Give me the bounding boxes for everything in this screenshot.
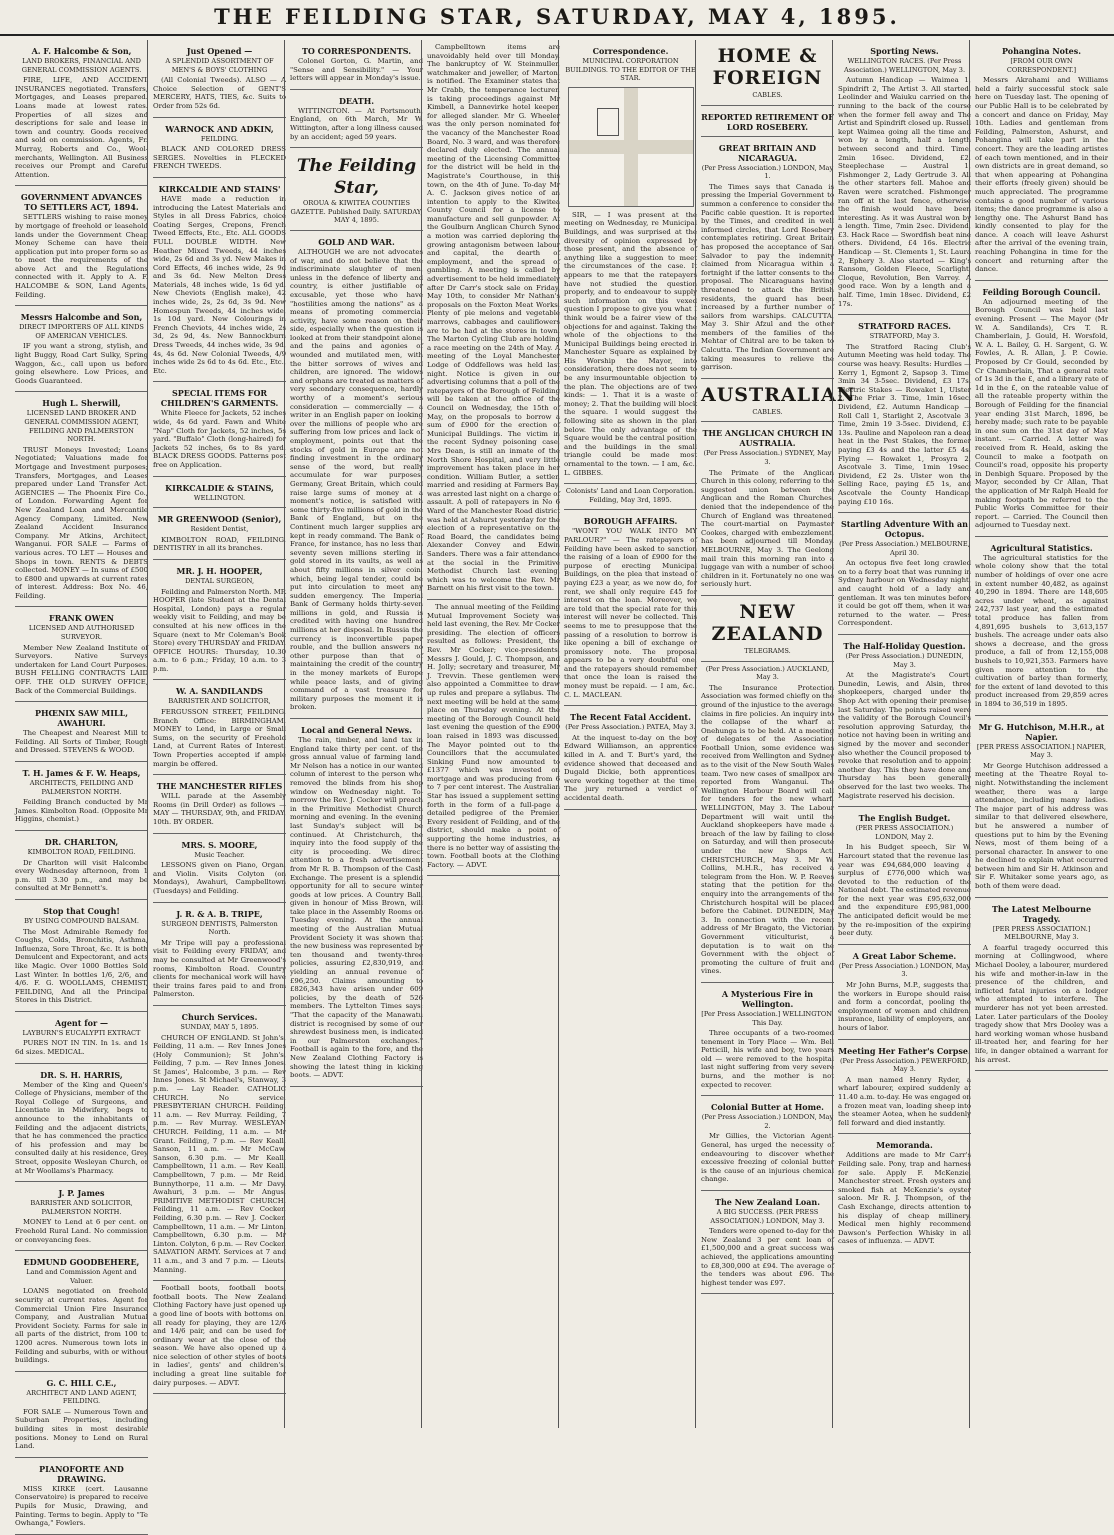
col6-article-heading: REPORTED RETIREMENT OF LORD ROSEBERY. <box>701 111 834 132</box>
col2-article <box>153 382 286 476</box>
col1-article-body: MONEY to Lend at 6 per cent. on Freehold Rural Land. No commission or conveyancing fees. <box>15 1218 148 1244</box>
col2-article <box>153 680 286 775</box>
col2-article-heading: MR. J. H. HOOPER, <box>176 565 263 576</box>
col6-article-subheading: CABLES. <box>752 91 783 99</box>
col1-article-heading: G. C. HILL C.E., <box>46 1377 117 1388</box>
col5-article-body: At the inquest to-day on the boy Edward Williamson, an apprentice killed in A. and T. Burt's yard, the evidence showed that deceased and Dugald Dickie, both apprentices, were working together at the time. The jury returned a verdict of accidental death. <box>564 733 697 802</box>
col8-article <box>975 40 1108 281</box>
col3-article-body: ALTHOUGH we are not advocates of war, and do not believe that the indiscriminate slaughter of men, unless in the defence of liberty and country, is either justifiable or excusable, yet those who have "hostilities among the nations" as a means of promoting commercial activity, have some reason on their side, especially when the question is looked at from their standpoint alone, and the pains and agonies of wounded and mutilated men, with the bitter sorrows of wives and children, are ignored. The widows and orphans are treated as matters of very secondary consequence, hardly worthy of a moment's serious consideration — commercially — a writer in an English paper on looking over the millions of people who are suffering from low prices and lack of employment, points out that the stocks of gold in Europe are not finding investment in the ordinary sense of the word, but really accumulate for war purposes. Germany, Great Britain, which could raise large sums of money at a moment's notice, is satisfied with some thirty-five millions of gold in the Bank of England, but on the Continent much larger supplies are kept in ready command. The Bank of France, for instance, has no less than seventy seven millions sterling in gold stored in its vaults, as well as about fifty millions in silver coin, which, being legal tender, could be put into circulation to meet any sudden emergency. The Imperial Bank of Germany holds thirty-seven millions in gold, and Russia is credited with having one hundred millions at her disposal. In Russia the currency is inconvertible paper rouble, and the bullion answers no other purpose than that of maintaining the credit of the country in the money markets of Europe while peace lasts, and of giving command of a vast treasure for military purposes the moment it is broken. <box>290 247 423 712</box>
col1-article-body: Feilding Branch conducted by Mr James. Kimbolton Road. (Opposite Mr Higgins, chemist.) <box>15 798 148 824</box>
col1-article <box>15 40 148 186</box>
col8-article-heading: Feilding Borough Council. <box>982 286 1101 297</box>
col6-article-subheading: (Per Press Association.) SYDNEY, May 3. <box>703 449 832 467</box>
column-4 <box>421 40 565 1428</box>
col2-article <box>153 834 286 903</box>
col4-article <box>427 40 560 600</box>
col3-article <box>290 40 423 90</box>
col1-article <box>15 392 148 607</box>
col1-article-heading: DR. S. H. HARRIS, <box>40 1069 123 1080</box>
col2-article <box>153 560 286 681</box>
col6-article-heading: NEW ZEALAND <box>711 600 824 645</box>
col1-article-subheading: KIMBOLTON ROAD, FEILDING. <box>27 847 136 856</box>
column-5 <box>558 40 702 1428</box>
col8-article-body: A fearful tragedy occurred this morning at Collingwood, where Michael Dooley, a labourer, murdered his wife and mother-in-law in the presence of the children, and inflicted fatal injuries on a lodger who attempted to interfere. The murderer has not yet been arrested. Later. Later particulars of the Dooley tragedy show that Mrs Dooley was a hard working woman whose husband ill-treated her, and fearing for her life, in danger obtained a warrant for his arrest. <box>975 943 1108 1064</box>
column-7 <box>832 40 976 1428</box>
col2-article <box>153 903 286 1006</box>
col2-article-heading: J. R. & A. B. TRIPE, <box>176 908 263 919</box>
col5-article-body: "WONT YOU WALK INTO MY PARLOUR?" — The ratepayers of Feilding have been asked to sanction the raising of a loan of £900 for the purpose of erecting Municipal Buildings, on the plea that instead of paying £23 a year, as we now do, for rent, we shall only require £45 for interest on the loan. Moreover, we are told that the special rate for this interest will never be collected. This seems to me to presuppose that the passing of a resolution to borrow is like opening a bill of exchange or promissory note. The proposal appears to be a very doubtful one, and the ratepayers should remember that once the loan is raised the money must be repaid. — I am, &c., C. L. MACLEAN. <box>564 527 697 699</box>
col1-article <box>15 306 148 392</box>
site-plan-diagram <box>568 87 694 207</box>
columns <box>10 40 1108 1528</box>
col3-article-heading: The Feilding Star, <box>296 156 417 199</box>
col6-article <box>701 596 834 662</box>
col6-article-subheading: TELEGRAMS. <box>744 646 791 655</box>
col4-article-body: Campbelltown items are unavoidably held over till Monday. The bankruptcy of W. Steinmuller, watchmaker and jeweller, of Marton, is notified. The Examiner states that Mr Crabb, the temperance lecturer, is taking proceedings against Mr Kimbell, a Dannevirke hotel keeper, for alleged slander. Mr G. Wheeler was the only person nominated for the vacancy of the Manchester Road Board, No. 3 ward, and was therefore declared duly elected. The annual meeting of the Licensing Committee for the district will be held in the Magistrate's Courthouse, in this town, on the 4th of June. To-day Mr A. C. Jackson gives notice of an intention to apply to the Kiwitea County Council for a license to manufacture and sell gunpowder. At the Goulburn Anglican Church Synod a motion was carried deploring the growing antagonism between labour and capital, the dearth of employment, and the spread of gambling. A meeting is called by advertisement to be held immediately after Dr Carr's stock sale on Friday, May 10th, to consider Mr Nathan's proposals on the Foxton Meat Works. Plenty of pie melons and vegetable marrows, cabbages and cauliflowers are to be had at the stores in town. The Marton Cycling Club are holding a race meeting on the 24th of May. A meeting of the Loyal Manchester Lodge of Oddfellows was held last night. Notice is given in our advertising columns that a poll of the ratepayers of the Borough of Feilding will be taken at the office of the Council on Wednesday, the 15th of May, on the proposals to borrow a sum of £900 for the erection of Municipal Buildings. The victim in the recent Sydney poisoning case, Mrs Dean, is still an inmate of the North Shore Hospital, and very little improvement has taken place in her condition. William Butler, a settler, married and residing at Farmers Bay, was arrested last night on a charge of assault. A poll of ratepayers in No 6 Ward of the Manchester Road district was held at Ashurst yesterday for the election of a representative on the Road Board, the candidates being Alexander Convey and Edwin Sanders. There was a fair attendance at the social in the Primitive Methodist Church last evening, which was to welcome the Rev. Mr Barnett on his first visit to the town. <box>427 43 560 593</box>
col8-article <box>975 716 1108 898</box>
col2-article-subheading: Resident Dentist, <box>190 525 249 534</box>
col7-article-heading: Sporting News. <box>870 46 939 56</box>
col1-article <box>15 1064 148 1183</box>
col7-article-subheading: (Per Press Association.) MELBOURNE, April 30. <box>839 540 970 557</box>
col6-article-heading: HOME & FOREIGN <box>712 45 823 89</box>
col2-article-heading: KIRKCALDIE AND STAINS' <box>158 183 281 194</box>
col2-article-body: White Fleece for Jackets, 52 inches wide, 4s 6d yard. Fawn and White "Nap" Cloth for Jackets, 52 inches, 5s yard. "Buffalo" Cloth (long-haired) for Jackets 52 inches, 6s to 8s yard. BLACK DRESS GOODS. Patterns post free on Application. <box>153 409 286 469</box>
col2-article-heading: MRS. S. MOORE, <box>181 839 258 850</box>
masthead: THE FEILDING STAR, SATURDAY, MAY 4, 1895. <box>0 4 1114 36</box>
col7-article <box>838 513 971 635</box>
col2-article-heading: WARNOCK AND ADKIN, <box>165 123 274 134</box>
col7-article-subheading: STRATFORD, May 3. <box>869 332 940 341</box>
col5-article-subheading: MUNICIPAL CORPORATION BUILDINGS. TO THE EDITOR OF THE STAR. <box>565 57 696 83</box>
col1-article-body: The Cheapest and Nearest Mill to Feilding. All Sorts of Timber, Rough and Dressed. STEVENS & WOOD. <box>15 729 148 755</box>
col7-article-subheading: (PER PRESS ASSOCIATION.) LONDON, May 2. <box>855 824 954 841</box>
col1-article-heading: Hugh L. Sherwill, <box>42 398 121 409</box>
col6-article <box>701 983 834 1096</box>
col6-article-heading: THE ANGLICAN CHURCH IN AUSTRALIA. <box>702 428 833 449</box>
col7-article-body: Autumn Handicap — Waimea 1, Spindrift 2, The Artist 3. All started. Leolinder and Waiuku carried on the running to the back of the course when the former fell away and The Artist and Spindrift closed up. Russell kept Waimea going all the time and won by a length, half a length between second and third. Time, 2min 16sec. Dividend, £2. Steeplechase — Austral 1, Fishmonger 2, Lady Gertrude 3. All the other starters fell. Mahoe and Raven were scratched. Fishmonger ran off at the last fence, otherwise the finish would have been interesting. As it was Austral won by a length. Time, 7min 2sec. Dividend, £3. Hack Race — Swordfish beat nine others. Dividend, £4 16s. Electric Handicap — St. Clements 1, St. Laura 2, Ephery 3. Also started — King's Ransom, Golden Fleece, Scarlight, Cloque, Revolution, Ben Varrey. A good race. Won by a length and a half. Time, 1min 18sec. Dividend, £2 17s. <box>838 76 971 308</box>
col1-article <box>15 762 148 831</box>
col5-article-subheading: Colonists' Land and Loan Corporation. Feilding, May 3rd, 1895. <box>565 487 696 504</box>
col8-article-heading: The Latest Melbourne Tragedy. <box>991 903 1092 924</box>
col7-article-heading: Memoranda. <box>876 1140 933 1151</box>
col6-article <box>701 379 856 423</box>
col2-article-heading: Church Services. <box>181 1011 258 1022</box>
col6-article <box>701 1096 834 1191</box>
col4-article-body: The annual meeting of the Feilding Mutual Improvement Society was held last evening, the Rev. Mr Cocker presiding. The election of officers resulted as follows: President, the Rev. Mr Cocker; vice-presidents, Messrs J. Gould, J. C. Thompson, and H. Jolly; secretary and treasurer, Mr J. Trevvin. These gentlemen were also appointed a Committee to draw up rules and prepare a syllabus. The next meeting will be held at the same place on Thursday evening. At the meeting of the Borough Council held last evening the question of the £900 loan raised in 1893 was discussed. The Mayor pointed out to the Councillors that the accumulated Sinking Fund now amounted to £1377 which was invested on mortgage and was producing from 6 to 7 per cent interest. The Australian Star has issued a supplement setting forth in the form of a full-page a detailed pedigree of the Premier. Every resident of Feilding, and of the district, should make a point of supporting the home industries, as there is no better way of assisting the town. Football boots at the Clothing Factory. — ADVT. <box>427 603 560 869</box>
col6-article <box>701 40 834 106</box>
col6-article <box>701 422 834 596</box>
col2-article <box>153 1006 286 1281</box>
col1-article-subheading: BARRISTER AND SOLICITOR, PALMERSTON NORTH. <box>30 1199 133 1216</box>
col2-article-body: KIMBOLTON ROAD, FEILDING. DENTISTRY in all its branches. <box>153 535 286 553</box>
col1-article <box>15 1182 148 1251</box>
col2-article <box>153 1281 286 1394</box>
col6-article-heading: AUSTRALIAN <box>701 383 856 406</box>
col1-article <box>15 1458 148 1535</box>
col1-article-heading: A. F. Halcombe & Son, <box>31 46 132 56</box>
col8-article-subheading: [PER PRESS ASSOCIATION.] MELBOURNE, May 3. <box>992 924 1091 942</box>
col2-article <box>153 40 286 118</box>
col1-article-body: TRUST Moneys Invested; Loans Negotiated; Valuations made for Mortgage and Investment purposes; Transfers, Mortgages, and Leases prepared under Land Transfer Act. AGENCIES — The Phoenix Fire Co., of London. Forwarding Agent for New Zealand Loan and Mercantile Agency Company, Limited. New Zealand Accident Insurance Company. Mr Atkins, Architect, Wanganui. FOR SALE — Farms of various acres. TO LET — Houses and Shops in town. RENTS & DEBTS collected. MONEY — In sums of £500 to £800 and upwards at current rates of interest. Address: Box No. 46, Feilding. <box>15 445 148 600</box>
col5-article <box>564 510 697 706</box>
col1-article-subheading: Land and Commission Agent and Valuer. <box>26 1268 137 1285</box>
col3-article-subheading: OROUA & KIWITEA COUNTIES GAZETTE. Published Daily. SATURDAY, MAY 4, 1895. <box>290 199 423 225</box>
col1-article-subheading: ARCHITECT AND LAND AGENT, FEILDING. <box>26 1388 137 1406</box>
col1-article-heading: EDMUND GOODBEHERE, <box>23 1257 140 1268</box>
col5-article <box>564 484 697 510</box>
col7-article-heading: The Half-Holiday Question. <box>843 641 966 652</box>
col7-article-body: The Stratford Racing Club's Autumn Meeting was held today. The course was heavy. Results: Hurdles — Kerry 1, Egmont 2, Sapsop 3. Time, 3min 34 3-5sec. Dividend, £3 17s. Electric Stakes — Rowaket 1, Ulster 2, The Friar 3. Time, 1min 16sec. Dividend, £2. Autumn Handicap — Roll Call 1, Starlight 2, Ascotvale 3. Time, 2min 19 3-5sec. Dividend, £3 13s. Pauline and Napoleon ran a dead heat in the Pest Stakes, the former paying £3 4s and the latter £5 4s. Flying — Rowaket 1, Prosyra 2, Ascotvale 3. Time, 1min 19sec. Dividend, £2 2s. Ulster won the Selling Race, paying £5 1s, and Ascotvale the County Handicap, paying £10 16s. <box>838 342 971 506</box>
col1-article-subheading: LAYBURN'S EUCALYPTI EXTRACT <box>22 1028 141 1037</box>
col2-article-heading: SPECIAL ITEMS FOR CHILDREN'S GARMENTS. <box>160 388 279 409</box>
col6-article-heading: The New Zealand Loan. <box>715 1197 820 1207</box>
col1-article-body: The Most Admirable Remedy for Coughs, Colds, Bronchitis, Asthma, Influenza, Sore Throat, &c. It is both Demulcent and Expectorant, and acts like Magic. Over 1000 Bottles Sold Last Winter. In bottles 1/6, 2/6, and 4/6. F. G. WOOLLAMS, CHEMIST, FEILDING, And all the Principal Stores in this District. <box>15 927 148 1005</box>
col6-article-heading: Colonial Butter at Home. <box>711 1102 824 1113</box>
col2-article <box>153 178 286 382</box>
col7-article <box>838 1134 971 1253</box>
plan-building-block <box>597 108 619 136</box>
col4-article <box>427 600 560 876</box>
col5-article-heading: The Recent Fatal Accident. <box>570 712 691 723</box>
col3-article <box>290 719 423 1087</box>
col2-article-subheading: WELLINGTON. <box>193 493 246 502</box>
col7-article-subheading: WELLINGTON RACES. (Per Press Association.) WELLINGTON, May 3. <box>843 57 966 74</box>
col1-article-subheading: LAND BROKERS, FINANCIAL AND GENERAL COMMISSION AGENTS. <box>21 57 142 74</box>
col6-article-subheading: (Per Press Association.) AUCKLAND, May 3. <box>705 664 830 682</box>
col2-article-body: FERGUSSON STREET, FEILDING. Branch Office: BIRMINGHAM. MONEY to Lend, in Large or Small Sums, on the security of Freehold Land, at Current Rates of Interest. Town Properties accepted if ample margin be offered. <box>153 708 286 768</box>
col1-article-body: FIRE, LIFE, AND ACCIDENT INSURANCES negotiated. Transfers, Mortgages, and Leases prepared. Loans made at lowest rates. Properties of all sizes and descriptions for sale and lease in town and country. Goods received and sold on commission. Agents, Fr. Murray, Roberts and Co., Wool-merchants, Wellington. All Business receives our Prompt and Careful Attention. <box>15 76 148 179</box>
col7-article-heading: A Great Labor Scheme. <box>852 950 957 961</box>
col7-article <box>838 315 971 513</box>
col7-article <box>838 807 971 945</box>
col1-article-body: Member of the King and Queen's College of Physicians, member of the Royal College of Surgeons, and Licentiate in Midwifery, begs to announce to the inhabitants of Feilding and the adjacent districts, that he has commenced the practice of his profession and may be consulted daily at his residence, Grey Street, opposite Wesleyan Church, or at Mr Woollams's Pharmacy. <box>15 1080 148 1175</box>
col6-article <box>701 106 834 137</box>
col1-article-heading: DR. CHARLTON, <box>44 836 119 847</box>
col7-article-heading: STRATFORD RACES. <box>858 321 951 332</box>
col6-article-body: The Times says that Canada is pressing the Imperial Government to summon a conference to consider the Pacific cable question. It is reported by the Times, and credited in well informed circles, that Lord Rosebery contemplates retiring. Great Britain has proposed the acceptance of San Salvador to pay the indemnity claimed from Nicaragua within a fortnight if the latter consents to the proposal. The Nicaraguans having threatened to attack the British residents, the guard has been increased by a further number of sailors from warships. CALCUTTA, May 3. Shir Afzul and the other members of the families of the Mehtar of Chitral are to be taken to Calcutta. The Indian Government are taking measures to relieve the garrison. <box>701 182 834 372</box>
col1-article <box>15 186 148 306</box>
col8-article <box>975 537 1108 716</box>
col3-article-body: WITTINGTON. — At Portsmouth, England, on 6th March, Mr W. Wittington, after a long illness caused by an accident; aged 59 years. <box>290 106 423 141</box>
col3-article-heading: DEATH. <box>338 95 375 106</box>
col3-article <box>290 90 423 148</box>
col7-article-heading: The English Budget. <box>858 813 951 824</box>
col2-article-subheading: DENTAL SURGEON, <box>184 576 255 585</box>
col8-article-body: The agricultural statistics for the whole colony show that the total number of holdings of over one acre in extent number 40,482, as against 40,290 in 1894. There are 148,605 acres under wheat, as against 242,737 last year, and the estimated total produce has fallen from 4,891,695 bushels to 3,613,157 bushels. The acreage under oats also shows a decrease, and the gross produce, a fall of from 12,155,008 bushels to 10,921,353. Farmers have given more attention to the cultivation of barley than formerly, for the extent of land devoted to this product increased from 29,859 acres in 1894 to 36,519 in 1895. <box>975 553 1108 708</box>
col1-article-heading: J. P. James <box>58 1188 105 1199</box>
col1-article <box>15 607 148 702</box>
col3-article-heading: GOLD AND WAR. <box>318 236 395 247</box>
col8-article-subheading: [FROM OUR OWN CORRESPONDENT.] <box>1006 57 1077 74</box>
col1-article-body: SETTLERS wishing to raise money by mortgage of freehold or leasehold lands under the Government Cheap Money Scheme can have their application put into proper form so as to meet the requirements of the above Act and the Regulations connected with it. Apply to A. F. HALCOMBE & SON, Land Agents, Feilding. <box>15 213 148 299</box>
col1-article <box>15 1372 148 1458</box>
col1-article-subheading: ARCHITECTS, FEILDING AND PALMERSTON NORTH. <box>29 779 134 796</box>
col6-article-body: The Primate of the Anglican Church in this colony, referring to the suggested union between the Anglican and the Roman Churches, denied that the independence of the Church of England was threatened. The court-martial on Paymaster Cookes, charged with embezzlement, has been adjourned till Monday. MELBOURNE, May 3. The Geelong mail train this morning ran into a luggage van with a number of school children in it. Fortunately no one was seriously hurt. <box>701 468 834 589</box>
col6-article-body: Three occupants of a two-roomed tenement in Tory Place — Wm. Bell Petticill, his wife and boy, two years old — were removed to the hospital last night suffering from very severe burns, and the mother is not expected to recover. <box>701 1029 834 1089</box>
col7-article-body: In his Budget speech, Sir W. Harcourt stated that the revenue last year was £94,684,000 leaving a surplus of £776,000 which was devoted to the reduction of the National debt. The estimated revenue for the next year was £95,632,000 and the expenditure £95,981,000. The anticipated deficit would be met by the re-imposition of the expiring beer duty. <box>838 843 971 938</box>
col1-article <box>15 900 148 1012</box>
col1-article-subheading: DIRECT IMPORTERS OF ALL KINDS OF AMERICAN VEHICLES. <box>19 323 144 340</box>
col3-article-body: Colonel Gorton, G. Martin, and "Sense and Sensibility." — Your letters will appear in Monday's issue. <box>290 57 423 83</box>
col3-article-heading: TO CORRESPONDENTS. <box>301 46 412 56</box>
col2-article-body: LESSONS given on Piano, Organ, and Violin. Visits Colyton (on Mondays), Awahuri, Campbelltown (Tuesdays) and Feilding. <box>153 861 286 895</box>
col1-article-heading: PIANOFORTE AND DRAWING. <box>39 1463 124 1484</box>
col2-article-subheading: SURGEON DENTISTS, Palmerston North. <box>161 919 278 937</box>
col2-article-heading: Just Opened — <box>186 46 253 56</box>
col2-article-body: WILL parade at the Assembly Rooms (in Drill Order) as follows — MAY — THURSDAY, 9th, and FRIDAY, 10th. BY ORDER. <box>153 792 286 826</box>
column-2 <box>147 40 291 1428</box>
col2-article-body: Feilding and Palmerston North. MR HOOPER (late Student at the Dental Hospital, London) pays a regular weekly visit to Feilding, and may be consulted at his new offices in the Square (next to Mr Coleman's Book Store) every THURSDAY and FRIDAY. OFFICE HOURS: Thursday, 10.30 a.m. to 6 p.m.; Friday, 10 a.m. to 3 p.m. <box>153 587 286 673</box>
col8-article <box>975 281 1108 537</box>
col7-article <box>838 40 971 315</box>
col1-article-body: Dr Charlton will visit Halcombe every Wednesday afternoon, from 1 p.m. till 3.30 p.m., and may be consulted at Mr Bennett's. <box>15 858 148 893</box>
col2-article <box>153 508 286 560</box>
col2-article <box>153 477 286 509</box>
col6-article-subheading: (Per Press Association.) LONDON, May 1. <box>701 163 834 181</box>
col2-article-body: CHURCH OF ENGLAND. St John's, Feilding, 11 a.m. — Rev Innes Jones (Holy Communion); St John's, Feilding, 7 p.m. — Rev Innes Jones. St James', Halcombe, 3 p.m. — Rev Innes Jones. St Michael's, Stanway, 3 p.m. — Lay Reader. CATHOLIC CHURCH. No service. PRESBYTERIAN CHURCH. Feilding, 11 a.m. — Rev Murray. Feilding, 7 p.m. — Rev Murray. WESLEYAN CHURCH. Feilding, 11 a.m. — Mr Grant. Feilding, 7 p.m. — Rev Keall. Sanson, 11 a.m. — Mr McCaw. Sanson, 6.30 p.m. — Mr Keall. Campbelltown, 11 a.m. — Rev Keall. Campbelltown, 7 p.m. — Mr Reid. Bunnythorpe, 11 a.m. — Mr Davy. Awahuri, 3 p.m. — Mr Angus. PRIMITIVE METHODIST CHURCH. Feilding, 11 a.m. — Rev Cocker. Feilding, 6.30 p.m. — Rev J. Cocker. Campbelltown, 11 a.m. — Mr Linton. Campbelltown, 6.30 p.m. — Mr Linton. Colyton, 6 p.m. — Rev Cocker. SALVATION ARMY. Services at 7 and 11 a.m., and 3 and 7 p.m. — Lieuts. Manning. <box>153 1033 286 1274</box>
col6-article <box>701 662 834 983</box>
col7-article-body: Mr John Burns, M.P., suggests that the workers in Europe should raise and form a concordat, pooling the employment of women and children, insurance, liability of employers, and hours of labor. <box>838 981 971 1032</box>
col8-article-heading: Agricultural Statistics. <box>990 542 1093 553</box>
col2-article-heading: KIRKCALDIE & STAINS, <box>165 482 274 493</box>
col6-article <box>701 137 834 379</box>
col1-article-heading: Messrs Halcombe and Son, <box>20 312 143 323</box>
col7-article-subheading: (Per Press Association.) DUNEDIN, May 3. <box>845 652 964 669</box>
col7-article <box>838 635 971 807</box>
col1-article-heading: GOVERNMENT ADVANCES TO SETTLERS ACT, 1894. <box>20 192 143 213</box>
col8-article-subheading: [PER PRESS ASSOCIATION.] NAPIER, May 3. <box>976 742 1107 760</box>
col1-article-body: LOANS negotiated on freehold security at current rates. Agent for Commercial Union Fire Insurance Company, and Australian Mutual Provident Society. Farms for sale in all parts of the district, from 100 to 1200 acres. Numerous town lots in Feilding and suburbs, with or without buildings. <box>15 1287 148 1365</box>
col6-article-subheading: CABLES. <box>752 407 783 416</box>
col7-article-heading: Meeting Her Father's Corpse. <box>838 1045 971 1056</box>
col1-article-body: Member New Zealand Institute of Surveyors. Native Surveys undertaken for Land Court Purposes. BUSH FELLING CONTRACTS LAID OFF. THE OLD SURVEY OFFICE, Back of the Commercial Buildings. <box>15 643 148 695</box>
col7-article-body: An octopus five feet long crawled on to a ferry boat that was running in Sydney harbour on Wednesday night, and caught hold of a lady and gentleman. It was ten minutes before it could be got off them, when it was returned to the water. — Press Correspondent. <box>838 559 971 628</box>
col2-article <box>153 118 286 178</box>
col5-article-heading: BOROUGH AFFAIRS. <box>583 516 678 527</box>
col1-article-body: PURES NOT IN TIN. In 1s. and 1s 6d sizes. MEDICAL. <box>15 1039 148 1057</box>
col8-article-body: Messrs Akrahami and Williams held a fairly successful stock sale here on Tuesday last. The opening of our Public Hall is to be celebrated by a concert and dance on Friday, May 10th. Ladies and gentleman from Feilding, Palmerston, Ashurst, and Pohangina will take part in the concert. They are the leading artistes of each town mentioned, and in their own districts are in great demand, so that when appearing at Pohangina their efforts (freely given) should be much appreciated. The programme contains a good number of various items; the dance programme is also a lengthy one. The Ashurst Band has kindly consented to play for the dance. A coach will leave Ashurst after the arrival of the evening train, reaching Pohangina in time for the concert and returning after the dance. <box>975 76 1108 274</box>
col5-article-body: SIR, — I was present at the meeting on Wednesday, re Municipal Buildings, and was surprised at the diversity of opinion expressed by those present, and the absence of anything like a suggestion to meet the circumstances of the case. It appears to me that the ratepayers have not studied the question properly, and to endeavour to supply such information on this vexed question I propose to give you what I think would be a fairer view of the objections for and against. Taking the whole of the objections to the Municipal Buildings being erected in Manchester Square as explained by His Worship the Mayor, into consideration, there does not seem to be any insurmountable objection to the plan. The objections are of two kinds: — 1. That it is a waste of money; 2. That the building will block the square. I would suggest the following site as shown in the plan below. The only advantage of the Square would be the central position, and the buildings in the small triangle could be made most ornamental to the town. — I am, &c., L. GIBBES. <box>564 210 697 477</box>
col1-article-subheading: BY USING COMPOUND BALSAM. <box>24 916 139 925</box>
column-1 <box>10 40 153 1528</box>
plan-road-vertical <box>624 88 638 206</box>
col3-article-body: The rain, timber, and land tax in England take thirty per cent. of the gross annual value of farming land. Mr Nelson has a notice in our wanted column of interest to the person who removed the blinds from his shop window on Wednesday night. To-morrow the Rev. J. Cocker will preach in the Primitive Methodist Church morning and evening. In the evening last Sunday's subject will be continued. At Christchurch, the inquiry into the food supply of the city is proceeding. We direct attention to a fresh advertisement from Mr R. B. Thompson of the Cash Exchange. The present is a splendid opportunity for all to secure winter goods at low prices. A Country Ball, given in honour of Miss Brown, will take place in the Assembly Rooms on Tuesday evening. At the annual meeting of the Australian Mutual Provident Society it was shown that the new business was represented by ten thousand and twenty-three policies, assuring £2,830,919, and yielding an annual revenue of £96,250. Claims amounting to £826,343 have arisen under 609 policies, by the death of 526 members. The Lyttelton Times says: "That the capacity of the Manawatu district is recognised by some of our shrewdest business men, is indicated in our Palmerston exchanges." Football is again to the fore, and the New Zealand Clothing Factory is showing the latest thing in kicking boots. — ADVT. <box>290 736 423 1080</box>
col6-article-body: Tenders were opened to-day for the New Zealand 3 per cent loan of £1,500,000 and a great success was achieved, the applications amounting to £8,300,000 at £94. The average of the tenders was about £96. The highest tender was £97. <box>701 1227 834 1287</box>
col1-article-subheading: LICENSED LAND BROKER AND GENERAL COMMISSION AGENT, FEILDING AND PALMERSTON NORTH. <box>24 409 139 444</box>
col7-article-body: A man named Henry Ryder, a wharf labourer, expired suddenly at 11.40 a.m. to-day. He was engaged on a frozen meat van, loading sheep into the steamer Aotea, when he suddenly fell forward and died instantly. <box>838 1075 971 1127</box>
col8-article-heading: Pohangina Notes. <box>1001 46 1082 56</box>
col6-article-subheading: A BIG SUCCESS. (PER PRESS ASSOCIATION.) LONDON, May 3. <box>710 1208 825 1225</box>
col2-article-body: (All Colonial Tweeds). ALSO — A Choice Selection of GENT'S MERCERY, HATS, TIES, &c. Suits to Order from 52s 6d. <box>153 76 286 110</box>
col3-article <box>290 231 423 719</box>
col1-article-body: FOR SALE — Numerous Town and Suburban Properties, including building sites in most desirable positions. Money to Lend on Rural Land. <box>15 1407 148 1451</box>
col2-article-body: Football boots, football boots, football boots. The New Zealand Clothing Factory have just opened up a good line of boots with bottoms on, all ready for playing, they are 12/6 and 14/6 pair, and can be used for ordinary wear at the close of the season. We have also opened up a nice selection of other styles of boots in ladies', gents' and children's, including a great line suitable for dairy purposes. — ADVT. <box>153 1284 286 1387</box>
col2-article-heading: MR GREENWOOD (Senior), <box>157 514 282 525</box>
col7-article <box>838 945 971 1040</box>
col1-article-heading: FRANK OWEN <box>49 613 114 624</box>
col7-article-subheading: (Per Press Association.) PEWERFORD, May 3. <box>839 1056 970 1074</box>
col1-article-body: IF you want a strong, stylish, and light Buggy, Road Cart Sulky, Spring Waggon, &c., call upon us before going elsewhere. Low Prices, and Goods Guaranteed. <box>15 342 148 385</box>
col2-article-subheading: BARRISTER AND SOLICITOR, <box>168 697 271 706</box>
col1-article <box>15 702 148 762</box>
col2-article-heading: THE MANCHESTER RIFLES <box>156 781 283 792</box>
column-3 <box>284 40 428 1428</box>
col6-article-heading: A Mysterious Fire in Wellington. <box>721 988 814 1009</box>
col2-article-subheading: SUNDAY, MAY 5, 1895. <box>180 1022 259 1031</box>
col7-article-subheading: (Per Press Association.) LONDON, May 3. <box>838 961 971 979</box>
col2-article-body: Mr Tripe will pay a professional visit to Feilding every FRIDAY, and may be consulted at Mr Greenwood's rooms, Kimbolton Road. Country clients for mechanical work will have their trains fares paid to and from Palmerston. <box>153 938 286 999</box>
col5-article <box>564 40 697 484</box>
col2-article-subheading: FEILDING. <box>200 134 239 143</box>
col1-article-heading: Agent for — <box>55 1017 108 1028</box>
col7-article-body: Additions are made to Mr Carr's Feilding sale. Pony, trap and harness for sale. Apply F. McKenzie, Manchester street. Fresh oysters and smoked fish at McKenzie's oyster saloon. Mr R. J. Thompson, of the Cash Exchange, directs attention to his display of cheap millinery. Medical men highly recommend Dawson's Perfection Whisky in all cases of influenza. — ADVT. <box>838 1151 971 1246</box>
col1-article-heading: Stop that Cough! <box>43 905 120 916</box>
col6-article-body: Mr Gillies, the Victorian Agent-General, has urged the necessity of endeavouring to discover whether excessive freezing of colonial butter is the cause of an injurious chemical change. <box>701 1132 834 1184</box>
col6-article-subheading: (Per Press Association.) LONDON, May 2. <box>701 1113 834 1130</box>
col6-article-body: The Insurance Protection Association was formed chiefly on the ground of the injustice to the average claims in fire policies. An inquiry into the collapse of the wharf at Onehunga is to be held. At a meeting of delegates of the Association Football Union, some evidence was received from Wellington and Sydney as to the visit of the New South Wales team. Two new cases of smallpox are reported from Wanganui. The Wellington Harbour Board will call for tenders for the new wharf. WELLINGTON, May 3. The Labour Department will wait until the Auckland shopkeepers have made a breach of the law by failing to close on Saturday, and will then prosecute under the new Shops Act. CHRISTCHURCH, May 3. Mr W. Collins, M.H.R., has received a telegram from the Hon. W. P. Reeves stating that the petition for the enquiry into the arrangements of the Christchurch hospital will be placed before the Cabinet. DUNEDIN, May 3. In connection with the recent address of Mr Bragato, the Victorian Government viticulturist, a deputation is to wait on the Government with the object of promoting the culture of fruit and vines. <box>701 683 834 976</box>
col1-article <box>15 831 148 900</box>
col2-article-subheading: Music Teacher. <box>194 850 245 859</box>
col1-article-heading: PHŒNIX SAW MILL, AWAHURI. <box>34 708 129 729</box>
col1-article-heading: T. H. James & F. W. Heaps, <box>22 768 141 778</box>
col2-article-subheading: A SPLENDID ASSORTMENT OF MEN'S & BOYS' CLOTHING <box>165 57 274 74</box>
col8-article <box>975 898 1108 1072</box>
col8-article-heading: Mr G. Hutchison, M.H.R., at Napier. <box>978 721 1105 742</box>
col2-article-heading: W. A. SANDILANDS <box>176 686 263 697</box>
col5-article-heading: Correspondence. <box>592 46 669 56</box>
col1-article <box>15 1012 148 1064</box>
col2-article-body: HAVE made a reduction in introducing the Latest Materials and Styles in all Dress Fabrics, choice Coating Serges, Crepons, French Tweed Effects, Etc., Etc. ALL GOODS FULL DOUBLE WIDTH. New Heather Mixed Tweeds, 44 inches wide, 2s 6d and 3s yd. New Makes in Cord Effects, 46 inches wide, 2s 9d and 3s 6d. New Melton Dress Materials, 48 inches wide, 1s 6d yd. New Cheviots (English make), 42 inches wide, 2s, 2s 6d, 3s 9d. New Homespun Tweeds, 44 inches wide, 1s 10d yard. New Colourings in French Cheviots, 44 inches wide, 2s 3d, 2s 9d, 4s. New Bannockburn Dress Tweeds, 44 inches wide, 3s 9d, 4s, 4s 6d. New Colonial Tweeds, 4/9 inches wide 2s 6d to 4s 6d. Etc., Etc., Etc. <box>153 194 286 375</box>
col7-article-body: At the Magistrate's Court, Dunedin, Lewis, and Alsin, three shopkeepers, charged under the Shop Act with opening their premises last Saturday. The points raised were the validity of the Borough Council's resolution approving Saturday, the notice not having been in writing and signed by the mover and seconder; also whether the Council proposed to revoke that resolution and to appoint another day. This they have done and Thursday has been generally observed for the last two weeks. The Magistrate reserved his decision. <box>838 671 971 800</box>
column-6 <box>695 40 856 1428</box>
col2-article-body: BLACK AND COLORED DRESS SERGES. Novelties in FLECKED FRENCH TWEEDS. <box>153 145 286 171</box>
col3-article-heading: Local and General News. <box>301 725 412 735</box>
col1-article <box>15 1251 148 1372</box>
col3-article <box>290 148 423 231</box>
column-8 <box>969 40 1113 1428</box>
col5-article-subheading: (Per Press Association.) PATEA, May 3. <box>565 723 696 732</box>
col2-article <box>153 775 286 833</box>
col8-article-body: Mr George Hutchison addressed a meeting at the Theatre Royal to-night. Notwithstanding the inclement weather, there was a large attendance, including many ladies. The major part of his address was similar to that delivered elsewhere, but he answered a number of questions put to him by the Evening News, most of them being of a personal character. In answer to one he declined to explain what occurred between him and Sir H. Atkinson and Sir F. Whitaker some years ago, as both of them were dead. <box>975 761 1108 891</box>
col7-article-heading: Startling Adventure With an Octopus. <box>841 519 968 540</box>
col7-article <box>838 1040 971 1135</box>
col6-article <box>701 1191 834 1294</box>
col1-article-subheading: LICENSED AND AUTHORISED SURVEYOR. <box>28 624 135 642</box>
col6-article-heading: GREAT BRITAIN AND NICARAGUA. <box>718 142 817 163</box>
col6-article-subheading: [Per Press Association.] WELLINGTON, This Day. <box>701 1009 834 1027</box>
col1-article-body: MISS KIRKE (cert. Lausanne Conservatoire) is prepared to receive Pupils for Music, Drawing, and Painting. Terms to begin. Apply to "Te Owhanga," Fowlers. <box>15 1484 148 1528</box>
col8-article-body: An adjourned meeting of the Borough Council was held last evening. Present — The Mayor (Mr W. A. Sandilands), Crs T. R. Chamberlain, J. Gould, H. Worsfold, W. A. L. Bailey, G. H. Sargent, G. W. Fowles, A. R. Allan, J. P. Cowie. Proposed by Cr Gould, seconded by Cr Chamberlain, That a general rate of 1s 3d in the £, and a library rate of 1d in the £, on the rateable value of all the rateable property within the Borough of Feilding for the financial year ending 31st March, 1896, be hereby made; such rate to be payable in one sum on the 31st day of May instant. — Carried. A letter was received from R. Heald, asking the Council to make a footpath on Council's road, opposite his property in Denbigh Square. Proposed by the Mayor, seconded by Cr Allan, That the application of Mr Ralph Heald for making footpath be referred to the Public Works Committee for their report. — Carried. The Council then adjourned to Tuesday next. <box>975 297 1108 530</box>
col5-article <box>564 706 697 809</box>
